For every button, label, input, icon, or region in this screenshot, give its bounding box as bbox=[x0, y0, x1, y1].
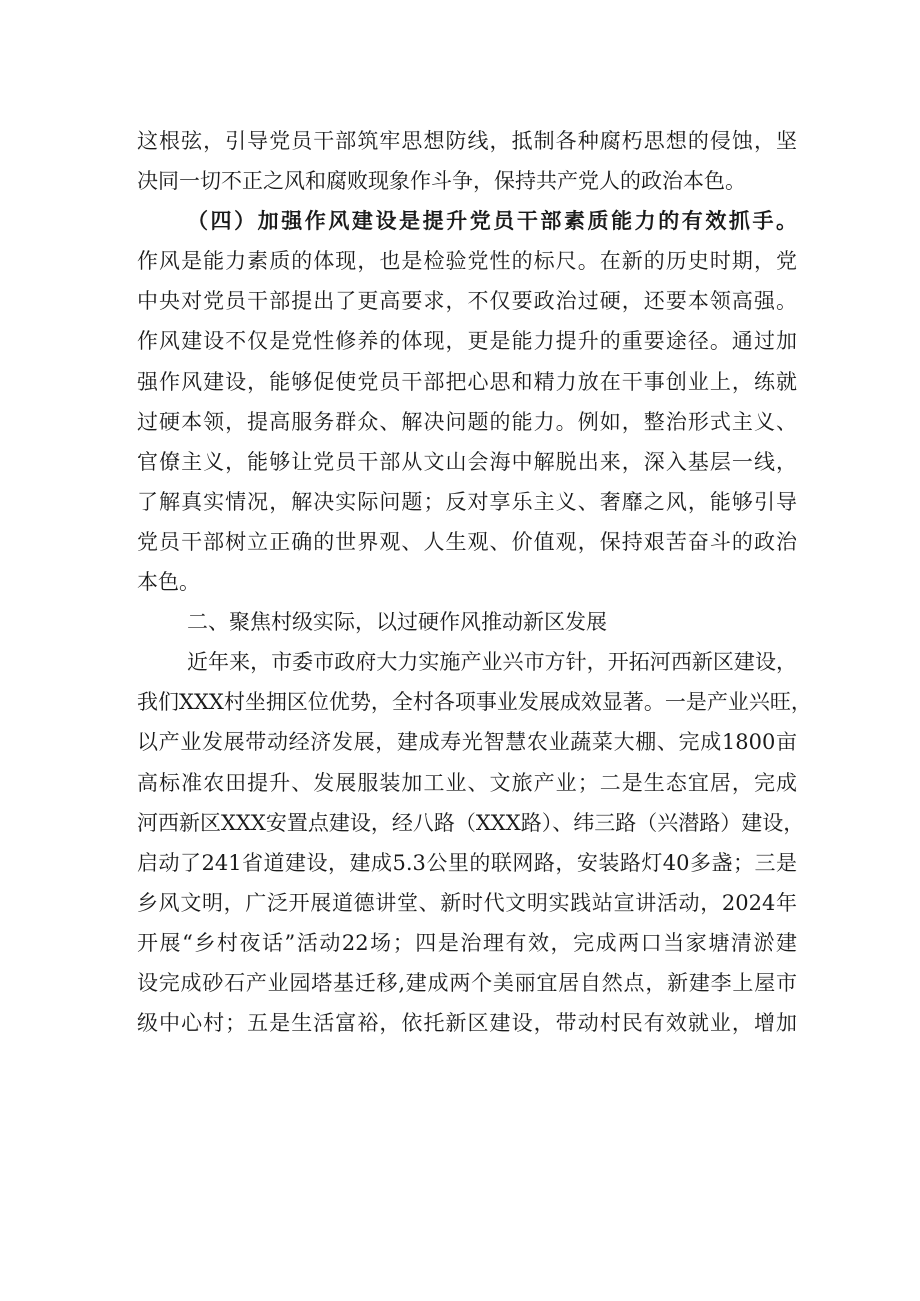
text-line: 了解真实情况，解决实际问题；反对享乐主义、奢靡之风，能够引导 bbox=[137, 489, 797, 514]
text-line: 以产业发展带动经济发展，建成寿光智慧农业蔬菜大棚、完成1800亩 bbox=[137, 730, 797, 755]
text-line: 启动了241省道建设，建成5.3公里的联网路，安装路灯40多盏；三是 bbox=[137, 850, 797, 875]
text-line: 作风建设不仅是党性修养的体现，更是能力提升的重要途径。通过加 bbox=[137, 329, 797, 354]
text-line: 设完成砂石产业园塔基迁移,建成两个美丽宜居自然点，新建李上屋市 bbox=[137, 970, 797, 995]
text-line: 乡风文明，广泛开展道德讲堂、新时代文明实践站宣讲活动，2024年 bbox=[137, 890, 797, 915]
text-line: 级中心村；五是生活富裕，依托新区建设，带动村民有效就业，增加 bbox=[137, 1011, 797, 1036]
text-line: 开展“乡村夜话”活动22场；四是治理有效，完成两口当家塘清淤建 bbox=[137, 930, 797, 955]
text-line: 强作风建设，能够促使党员干部把心思和精力放在干事创业上，练就 bbox=[137, 369, 797, 394]
text-line: 作风是能力素质的体现，也是检验党性的标尺。在新的历史时期，党 bbox=[137, 249, 797, 274]
section-heading: 二、聚焦村级实际，以过硬作风推动新区发展 bbox=[187, 610, 607, 635]
text-line: 这根弦，引导党员干部筑牢思想防线，抵制各种腐朽思想的侵蚀，坚 bbox=[137, 129, 797, 153]
document-body bbox=[137, 121, 812, 1043]
text-line: 我们XXX村坐拥区位优势，全村各项事业发展成效显著。一是产业兴旺， bbox=[137, 690, 812, 715]
text-line: 近年来，市委市政府大力实施产业兴市方针，开拓河西新区建设， bbox=[187, 650, 797, 675]
text-line: 过硬本领，提高服务群众、解决问题的能力。例如，整治形式主义、 bbox=[137, 409, 797, 434]
text-line: 官僚主义，能够让党员干部从文山会海中解脱出来，深入基层一线， bbox=[137, 449, 797, 474]
text-line: 决同一切不正之风和腐败现象作斗争，保持共产党人的政治本色。 bbox=[137, 169, 746, 194]
text-line: 本色。 bbox=[137, 570, 200, 595]
text-line: 河西新区XXX安置点建设，经八路（XXX路）、纬三路（兴潜路）建设， bbox=[137, 810, 805, 835]
subsection-heading: （四）加强作风建设是提升党员干部素质能力的有效抓手。 bbox=[187, 208, 797, 234]
text-line: 高标准农田提升、发展服装加工业、文旅产业；二是生态宜居，完成 bbox=[137, 770, 797, 795]
text-line: 党员干部树立正确的世界观、人生观、价值观，保持艰苦奋斗的政治 bbox=[137, 529, 797, 554]
text-line: 中央对党员干部提出了更高要求，不仅要政治过硬，还要本领高强。 bbox=[137, 289, 797, 314]
